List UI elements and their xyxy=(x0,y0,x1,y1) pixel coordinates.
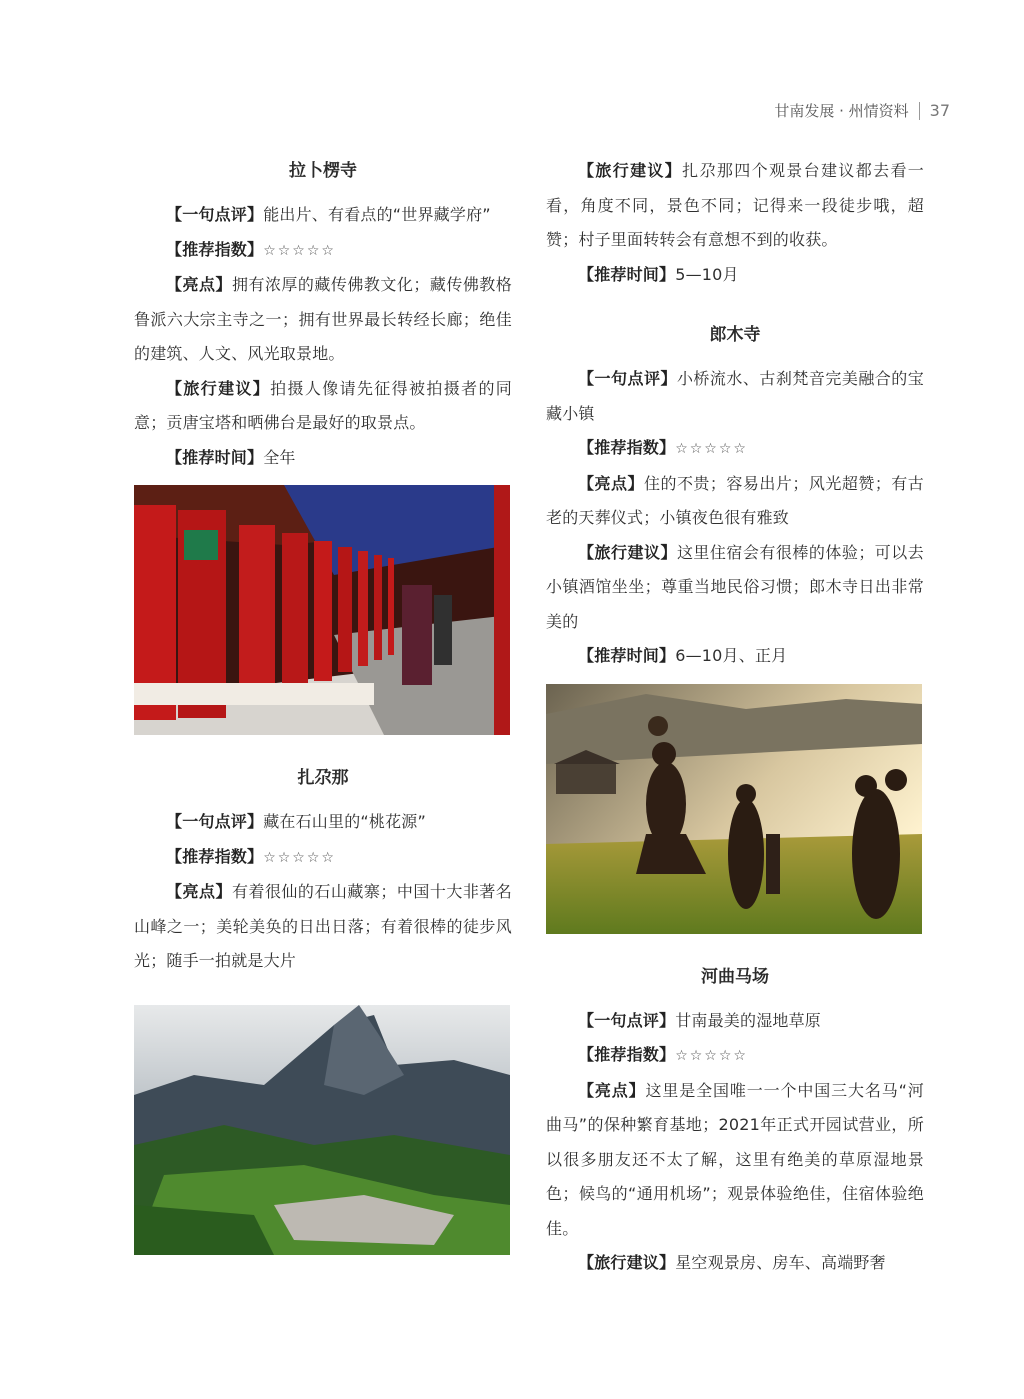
left-column xyxy=(134,154,512,1255)
zhagana-rating: 【推荐指数】☆☆☆☆☆ xyxy=(166,846,336,866)
langmu-rating: 【推荐指数】☆☆☆☆☆ xyxy=(578,438,748,457)
star-rating: ☆☆☆☆☆ xyxy=(675,1048,748,1064)
zhagana-time: 【推荐时间】5—10月 xyxy=(578,264,739,284)
right-column xyxy=(546,154,924,1281)
monks-sunset-photo xyxy=(546,684,922,934)
labrang-highlights: 【亮点】拥有浓厚的藏传佛教文化；藏传佛教格鲁派六大宗主寺之一；拥有世界最长转经长廊；绝佳的建筑、人文、风光取景地。 xyxy=(134,275,512,363)
labrang-review: 【一句点评】能出片、有看点的“世界藏学府” xyxy=(166,205,491,224)
labrang-title: 拉卜楞寺 xyxy=(289,161,357,181)
zhagana-advice: 【旅行建议】扎尕那四个观景台建议都去看一看，角度不同，景色不同；记得来一段徒步哦，超赞；村子里面转转会有意想不到的收获。 xyxy=(546,161,924,249)
labrang-rating: 【推荐指数】☆☆☆☆☆ xyxy=(166,239,336,259)
hequ-advice: 【旅行建议】星空观景房、房车、高端野奢 xyxy=(578,1253,886,1272)
langmu-review: 【一句点评】小桥流水、古刹梵音完美融合的宝藏小镇 xyxy=(546,369,924,423)
hequ-review: 【一句点评】甘南最美的湿地草原 xyxy=(578,1010,822,1030)
labrang-time: 【推荐时间】全年 xyxy=(166,447,296,467)
labrang-advice: 【旅行建议】拍摄人像请先征得被拍摄者的同意；贡唐宝塔和晒佛台是最好的取景点。 xyxy=(134,378,512,432)
star-rating: ☆☆☆☆☆ xyxy=(263,849,336,866)
hequ-highlights: 【亮点】这里是全国唯一一个中国三大名马“河曲马”的保种繁育基地；2021年正式开园试营业，所以很多朋友还不太了解，这里有绝美的草原湿地景色；候鸟的“通用机场”；观景体验绝佳，住宿体验绝佳。 xyxy=(546,1080,924,1238)
star-rating: ☆☆☆☆☆ xyxy=(263,242,336,259)
hequ-title: 河曲马场 xyxy=(701,966,769,987)
langmu-title: 郎木寺 xyxy=(709,325,761,345)
section-title: 甘南发展 · 州情资料 xyxy=(774,102,909,120)
hequ-rating: 【推荐指数】☆☆☆☆☆ xyxy=(578,1045,748,1064)
langmu-time: 【推荐时间】6—10月、正月 xyxy=(578,646,788,665)
star-rating: ☆☆☆☆☆ xyxy=(675,441,748,457)
langmu-highlights: 【亮点】住的不贵；容易出片；风光超赞；有古老的天葬仪式；小镇夜色很有雅致 xyxy=(546,473,924,527)
header-divider xyxy=(919,102,920,120)
zhagana-review: 【一句点评】藏在石山里的“桃花源” xyxy=(166,812,426,831)
zhagana-title: 扎尕那 xyxy=(297,768,349,788)
page-number: 37 xyxy=(929,101,950,120)
prayer-wheel-corridor-photo xyxy=(134,485,510,735)
zhagana-highlights: 【亮点】有着很仙的石山藏寨；中国十大非著名山峰之一；美轮美奂的日出日落；有着很棒的徒步风光；随手一拍就是大片 xyxy=(134,882,512,970)
page-header xyxy=(774,100,950,121)
mountain-village-photo xyxy=(134,1005,510,1255)
langmu-advice: 【旅行建议】这里住宿会有很棒的体验；可以去小镇酒馆坐坐；尊重当地民俗习惯；郎木寺日出非常美的 xyxy=(546,542,924,631)
